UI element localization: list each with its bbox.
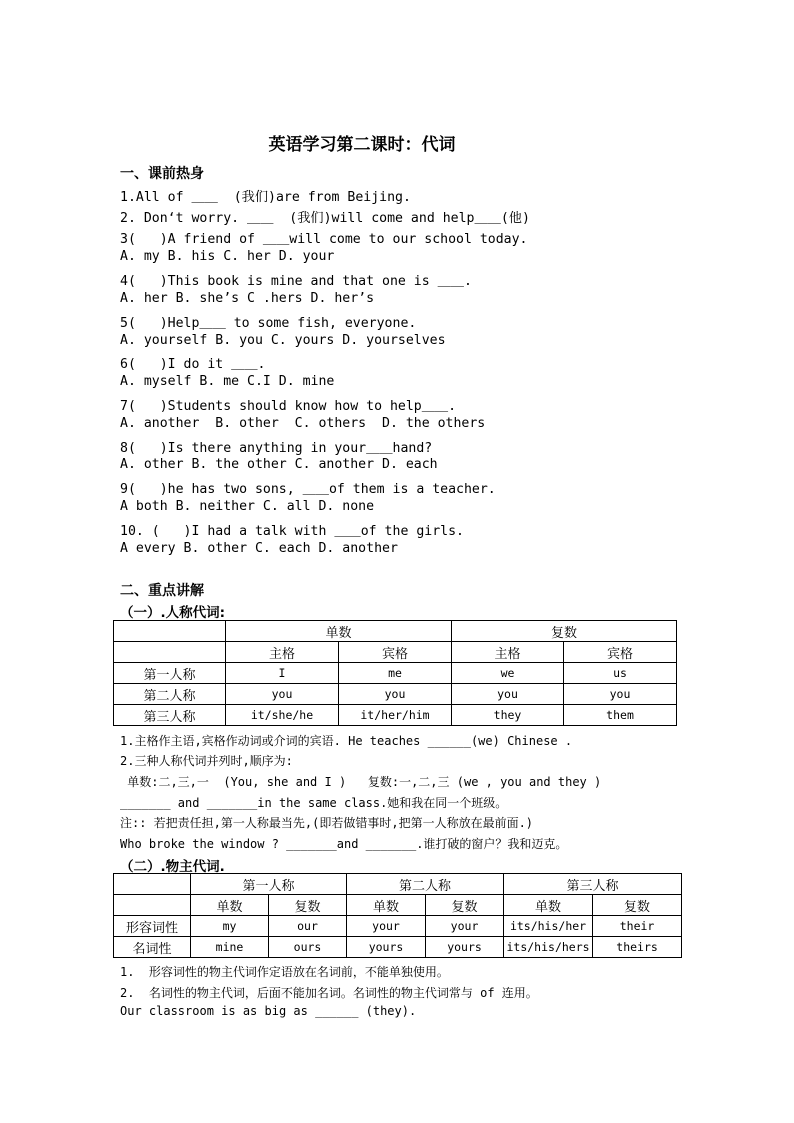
table-cell: yours bbox=[426, 937, 504, 958]
question-line: 3( )A friend of ＿＿will come to our school today. bbox=[120, 232, 528, 247]
question-line: 1.All of ＿＿ (我们)are from Beijing. bbox=[120, 190, 411, 205]
note-line: 1.主格作主语,宾格作动词或介词的宾语. He teaches ______(we) Chinese . bbox=[120, 734, 573, 748]
note-line: 2.三种人称代词并列时,顺序为: bbox=[120, 754, 293, 768]
question-line: 2. Don‘t worry. ＿＿ (我们)will come and help＿＿(他) bbox=[120, 211, 530, 226]
table-cell: its/his/hers bbox=[504, 937, 593, 958]
table-row bbox=[114, 705, 677, 726]
sub-header-cell: 单数 bbox=[191, 895, 269, 916]
table-cell: theirs bbox=[593, 937, 682, 958]
section-heading-warmup: 一、课前热身 bbox=[120, 166, 204, 182]
possessive-pronoun-table bbox=[113, 873, 682, 958]
table-row bbox=[114, 937, 682, 958]
table-row bbox=[114, 663, 677, 684]
option-line: A both B. neither C. all D. none bbox=[120, 499, 375, 514]
note-line: 单数:二,三,一 (You, she and I ) 复数:一,二,三 (we , you and they ) bbox=[120, 775, 602, 789]
sub-header-cell: 单数 bbox=[504, 895, 593, 916]
table-cell: your bbox=[347, 916, 426, 937]
table-blank-cell bbox=[114, 642, 226, 663]
row-label: 形容词性 bbox=[114, 916, 191, 937]
table-cell: my bbox=[191, 916, 269, 937]
table-cell: your bbox=[426, 916, 504, 937]
note-line: 1. 形容词性的物主代词作定语放在名词前，不能单独使用。 bbox=[120, 965, 449, 979]
note-line: Who broke the window ? _______and _______.谁打破的窗户？我和迈克。 bbox=[120, 837, 568, 851]
sub-header-cell: 复数 bbox=[593, 895, 682, 916]
note-line: 2. 名词性的物主代词，后面不能加名词。名词性的物主代词常与 of 连用。 bbox=[120, 986, 538, 1000]
subsection-heading-personal-pronouns: （一）.人称代词: bbox=[120, 605, 226, 621]
option-line: A. another B. other C. others D. the others bbox=[120, 416, 486, 431]
table-cell: you bbox=[564, 684, 677, 705]
question-line: 7( )Students should know how to help＿＿. bbox=[120, 399, 457, 414]
option-line: A. my B. his C. her D. your bbox=[120, 249, 335, 264]
table-cell: ours bbox=[269, 937, 347, 958]
note-line: 注:: 若把责任担,第一人称最当先,(即若做错事时,把第一人称放在最前面.) bbox=[120, 816, 534, 830]
table-cell: us bbox=[564, 663, 677, 684]
row-label: 第一人称 bbox=[114, 663, 226, 684]
question-line: 5( )Help＿＿ to some fish, everyone. bbox=[120, 316, 417, 331]
table-cell: you bbox=[452, 684, 564, 705]
table-cell: it/she/he bbox=[226, 705, 339, 726]
sub-header-cell: 单数 bbox=[347, 895, 426, 916]
group-header-plural: 复数 bbox=[452, 621, 677, 642]
option-line: A every B. other C. each D. another bbox=[120, 541, 398, 556]
table-cell: their bbox=[593, 916, 682, 937]
section-heading-key-points: 二、重点讲解 bbox=[120, 583, 204, 599]
table-corner-cell bbox=[114, 621, 226, 642]
table-cell: yours bbox=[347, 937, 426, 958]
row-label: 第二人称 bbox=[114, 684, 226, 705]
table-cell: mine bbox=[191, 937, 269, 958]
note-line: Our classroom is as big as ______ (they). bbox=[120, 1004, 417, 1018]
option-line: A. her B. she’s C .hers D. her’s bbox=[120, 291, 375, 306]
personal-pronoun-table bbox=[113, 620, 677, 726]
option-line: A. yourself B. you C. yours D. yourselves bbox=[120, 333, 446, 348]
table-cell: its/his/her bbox=[504, 916, 593, 937]
option-line: A. other B. the other C. another D. each bbox=[120, 457, 438, 472]
sub-header-cell: 宾格 bbox=[564, 642, 677, 663]
subsection-heading-possessive-pronouns: （二）.物主代词. bbox=[120, 859, 225, 875]
group-header-second-person: 第二人称 bbox=[347, 874, 504, 895]
option-line: A. myself B. me C.I D. mine bbox=[120, 374, 335, 389]
group-header-third-person: 第三人称 bbox=[504, 874, 682, 895]
table-cell: you bbox=[339, 684, 452, 705]
sub-header-cell: 复数 bbox=[269, 895, 347, 916]
group-header-first-person: 第一人称 bbox=[191, 874, 347, 895]
table-cell: we bbox=[452, 663, 564, 684]
table-blank-cell bbox=[114, 895, 191, 916]
table-corner-cell bbox=[114, 874, 191, 895]
group-header-singular: 单数 bbox=[226, 621, 452, 642]
question-line: 6( )I do it ＿＿. bbox=[120, 357, 266, 372]
question-line: 10. ( )I had a talk with ＿＿of the girls. bbox=[120, 524, 464, 539]
note-line: _______ and _______in the same class.她和我在同一个班级。 bbox=[120, 796, 508, 810]
question-line: 9( )he has two sons, ＿＿of them is a teacher. bbox=[120, 482, 496, 497]
page-title: 英语学习第二课时：代词 bbox=[268, 135, 456, 155]
sub-header-cell: 主格 bbox=[452, 642, 564, 663]
table-cell: I bbox=[226, 663, 339, 684]
row-label: 名词性 bbox=[114, 937, 191, 958]
table-cell: it/her/him bbox=[339, 705, 452, 726]
question-line: 8( )Is there anything in your＿＿hand? bbox=[120, 441, 433, 456]
table-cell: they bbox=[452, 705, 564, 726]
table-cell: them bbox=[564, 705, 677, 726]
table-row bbox=[114, 684, 677, 705]
table-cell: you bbox=[226, 684, 339, 705]
sub-header-cell: 复数 bbox=[426, 895, 504, 916]
table-cell: me bbox=[339, 663, 452, 684]
question-line: 4( )This book is mine and that one is ＿＿. bbox=[120, 274, 472, 289]
sub-header-cell: 宾格 bbox=[339, 642, 452, 663]
sub-header-cell: 主格 bbox=[226, 642, 339, 663]
table-row bbox=[114, 916, 682, 937]
table-cell: our bbox=[269, 916, 347, 937]
row-label: 第三人称 bbox=[114, 705, 226, 726]
